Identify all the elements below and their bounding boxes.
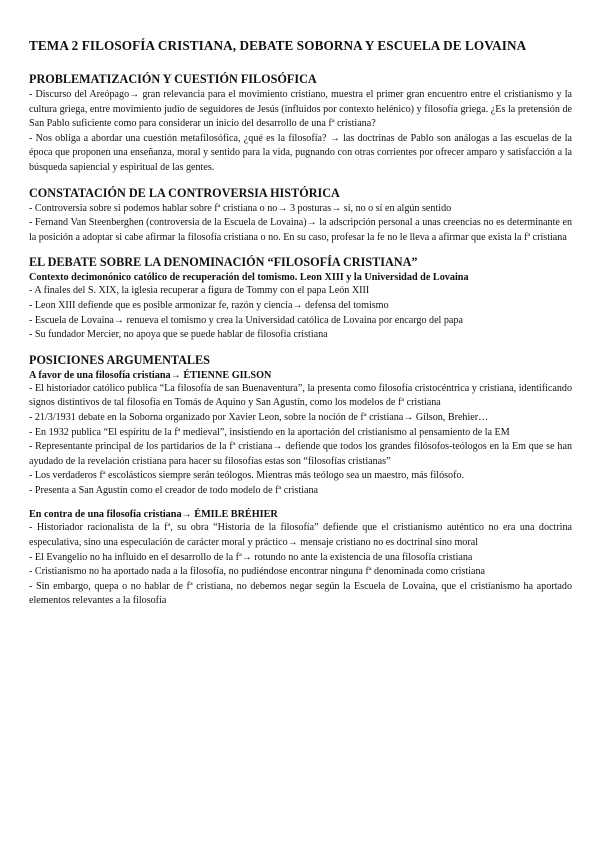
section-subheading-favor: A favor de una filosofía cristiana→ ÉTIENNE GILSON xyxy=(29,369,272,381)
spacer xyxy=(29,498,572,508)
paragraph: - Nos obliga a abordar una cuestión metafilosófica, ¿qué es la filosofía? → las doctrinas de Pablo son análogas a las escuelas de la época que proponen una enseñanza, moral y sentido para la vida, pugnando con otras corrientes por ofrecer amparo y satisfacción a la búsqueda sapiencial y espiritual de las gentes. xyxy=(29,132,572,173)
paragraph: - A finales del S. XIX, la iglesia recuperar a figura de Tommy con el papa León XIII xyxy=(29,285,370,297)
section-heading: PROBLEMATIZACIÓN Y CUESTIÓN FILOSÓFICA xyxy=(29,72,317,86)
paragraph: - Representante principal de los partidarios de la fª cristiana→ defiende que todos los grandes filósofos-teólogos en la Em que se han ayudado de la revelación cristiana para hacer su filosofías estas son “filosofías cristianas” xyxy=(29,441,572,467)
document-title: TEMA 2 FILOSOFÍA CRISTIANA, DEBATE SOBORNA Y ESCUELA DE LOVAINA xyxy=(29,38,527,53)
paragraph: - Controversia sobre si podemos hablar sobre fª cristiana o no→ 3 posturas→ sí, no o sí en algún sentido xyxy=(29,202,452,214)
paragraph: - Sin embargo, quepa o no hablar de fª cristiana, no debemos negar según la Escuela de Lovaina, que el cristianismo ha aportado elementos relevantes a la filosofía xyxy=(29,580,572,607)
paragraph: - Historiador racionalista de la fª, su obra “Historia de la filosofía” defiende que el cristianismo auténtico no era una doctrina especulativa, sino una especulación de carácter moral y práctico→ mensaje cristiano no es doctrinal sino moral xyxy=(29,522,572,549)
section-subheading: Contexto decimonónico católico de recuperación del tomismo. Leon XIII y la Universidad de Lovaina xyxy=(29,272,469,284)
paragraph: - El historiador católico publica “La filosofía de san Buenaventura”, la presenta como filosofía cristocéntrica y cristiana, identificando signos distintivos de tal filosofía en Tomás de Aquino y San Agustín, como los modelos de fª cristiana xyxy=(29,382,572,409)
section-problematizacion xyxy=(29,72,572,176)
section-heading: EL DEBATE SOBRE LA DENOMINACIÓN “FILOSOFÍA CRISTIANA” xyxy=(29,255,418,270)
section-constatacion xyxy=(29,186,572,246)
paragraph: - Los verdaderos fª escolásticos siempre serán teólogos. Mientras más teólogo sea un maestro, más filósofo. xyxy=(29,470,465,482)
paragraph: - Escuela de Lovaina→ renueva el tomismo y crea la Universidad católica de Lovaina por encargo del papa xyxy=(29,314,463,326)
paragraph: - Su fundador Mercier, no apoya que se puede hablar de filosofía cristiana xyxy=(29,329,328,341)
section-posiciones xyxy=(29,353,572,609)
section-heading: POSICIONES ARGUMENTALES xyxy=(29,352,210,367)
section-debate-denominacion xyxy=(29,255,572,342)
paragraph: - En 1932 publica “El espíritu de la fª medieval”, insistiendo en la aportación del cristianismo al pensamiento de la EM xyxy=(29,426,510,438)
paragraph: - Fernand Van Steenberghen (controversia de la Escuela de Lovaina)→ la adscripción personal a unas creencias no es determinante en la posición a adoptar si cabe afirmar la filosofía cristiana o no. En su caso, profesar la fe no le lleva a afirmar que exista la fª cristiana xyxy=(29,217,572,243)
paragraph: - El Evangelio no ha influido en el desarrollo de la fª→ rotundo no ante la existencia de una filosofía cristiana xyxy=(29,551,473,563)
paragraph: - 21/3/1931 debate en la Soborna organizado por Xavier Leon, sobre la noción de fª cristiana→ Gilson, Brehier… xyxy=(29,411,489,423)
paragraph: - Presenta a San Agustín como el creador de todo modelo de fª cristiana xyxy=(29,484,318,496)
section-heading: CONSTATACIÓN DE LA CONTROVERSIA HISTÓRICA xyxy=(29,185,340,200)
paragraph: - Cristianismo no ha aportado nada a la filosofía, no pudiéndose encontrar ninguna fª denominada como cristiana xyxy=(29,566,486,578)
section-subheading-contra: En contra de una filosofía cristiana→ ÉMILE BRÉHIER xyxy=(29,509,278,521)
paragraph: - Discurso del Areópago→ gran relevancia para el movimiento cristiano, muestra el primer gran encuentro entre el cristianismo y la cultura griega, entre movimiento judío de seguidores de Jesús (influidos por contexto helénico) y filosofía griega. ¿Es la pretensión de San Pablo suficiente como para considerar un inicio del desarrollo de una fª cristiana? xyxy=(29,89,572,130)
paragraph: - Leon XIII defiende que es posible armonizar fe, razón y ciencia→ defensa del tomismo xyxy=(29,299,389,311)
